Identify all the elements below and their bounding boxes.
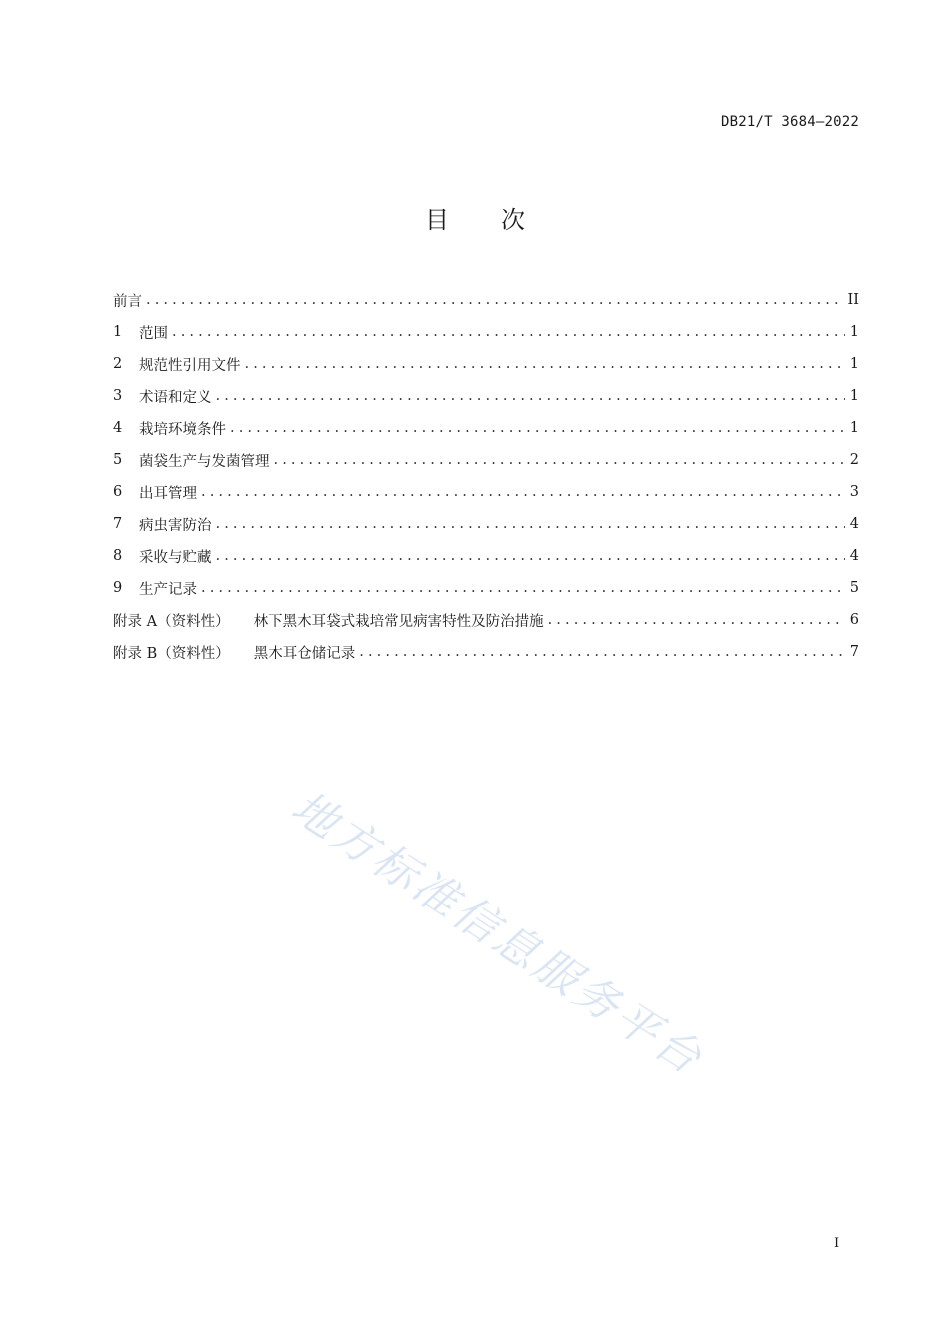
toc-entry-foreword[interactable]: [113, 284, 859, 316]
toc-leader-dots: [245, 356, 846, 372]
toc-entry-label: 生产记录: [139, 581, 197, 598]
toc-entry-label: 采收与贮藏: [139, 549, 212, 566]
toc-entry-page: 1: [849, 324, 859, 340]
toc-entry-appendix-b[interactable]: [113, 636, 859, 668]
toc-entry-label: 出耳管理: [139, 485, 197, 502]
toc-leader-dots: [172, 324, 845, 340]
toc-leader-dots: [201, 484, 845, 500]
page-title-char-1: 目: [425, 206, 449, 234]
appendix-title: 黑木耳仓储记录: [253, 645, 356, 662]
watermark: 地方标准信息服务平台: [282, 781, 713, 1086]
toc-entry-number: 9: [113, 580, 123, 596]
toc-entry-2[interactable]: [113, 348, 859, 380]
toc-entry-page: 7: [849, 644, 859, 660]
toc-entry-label: 术语和定义: [139, 389, 212, 406]
toc-entry-label: 规范性引用文件: [139, 357, 241, 374]
toc-entry-number: 3: [113, 388, 123, 404]
standard-code: DB21/T 3684—2022: [720, 114, 859, 130]
toc-leader-dots: [359, 644, 845, 660]
toc-leader-dots: [548, 612, 845, 628]
toc-entry-label: 前言: [113, 293, 142, 310]
toc-entry-page: 6: [849, 612, 859, 628]
toc-entry-page: 5: [849, 580, 859, 596]
toc-entry-6[interactable]: [113, 476, 859, 508]
page-title: [0, 200, 950, 235]
toc-entry-page: 4: [849, 548, 859, 564]
toc-leader-dots: [216, 548, 846, 564]
toc-entry-1[interactable]: [113, 316, 859, 348]
toc-entry-number: 4: [113, 420, 123, 436]
toc-entry-page: 1: [849, 420, 859, 436]
toc-leader-dots: [216, 516, 846, 532]
toc-entry-page: 1: [849, 388, 859, 404]
page-number: I: [834, 1236, 840, 1251]
toc-entry-3[interactable]: [113, 380, 859, 412]
toc-leader-dots: [201, 580, 845, 596]
toc-entry-label: 菌袋生产与发菌管理: [139, 453, 270, 470]
toc-entry-page: 3: [849, 484, 859, 500]
toc-leader-dots: [274, 452, 846, 468]
toc-entry-label: [113, 642, 355, 663]
toc-entry-4[interactable]: [113, 412, 859, 444]
toc-entry-8[interactable]: [113, 540, 859, 572]
toc-leader-dots: [230, 420, 845, 436]
toc-leader-dots: [146, 292, 844, 308]
toc-entry-label: 栽培环境条件: [139, 421, 226, 438]
toc-entry-number: 7: [113, 516, 123, 532]
toc-entry-7[interactable]: [113, 508, 859, 540]
toc-entry-number: 5: [113, 452, 123, 468]
toc-entry-page: 2: [849, 452, 859, 468]
toc-entry-number: 1: [113, 324, 123, 340]
toc-entry-label: 病虫害防治: [139, 517, 212, 534]
toc-entry-page: 4: [849, 516, 859, 532]
toc-entry-9[interactable]: [113, 572, 859, 604]
toc-entry-label: 范围: [139, 325, 168, 342]
appendix-title: 林下黑木耳袋式栽培常见病害特性及防治措施: [253, 613, 544, 630]
toc-leader-dots: [216, 388, 846, 404]
toc-entry-number: 6: [113, 484, 123, 500]
page-title-char-2: 次: [501, 206, 525, 234]
toc-entry-page: II: [847, 292, 859, 308]
toc-entry-appendix-a[interactable]: [113, 604, 859, 636]
appendix-label: 附录 B（资料性）: [113, 645, 230, 662]
table-of-contents: [113, 284, 859, 668]
toc-entry-number: 8: [113, 548, 123, 564]
appendix-label: 附录 A（资料性）: [113, 613, 230, 630]
toc-entry-page: 1: [849, 356, 859, 372]
toc-entry-5[interactable]: [113, 444, 859, 476]
toc-entry-number: 2: [113, 356, 123, 372]
toc-entry-label: [113, 610, 544, 631]
